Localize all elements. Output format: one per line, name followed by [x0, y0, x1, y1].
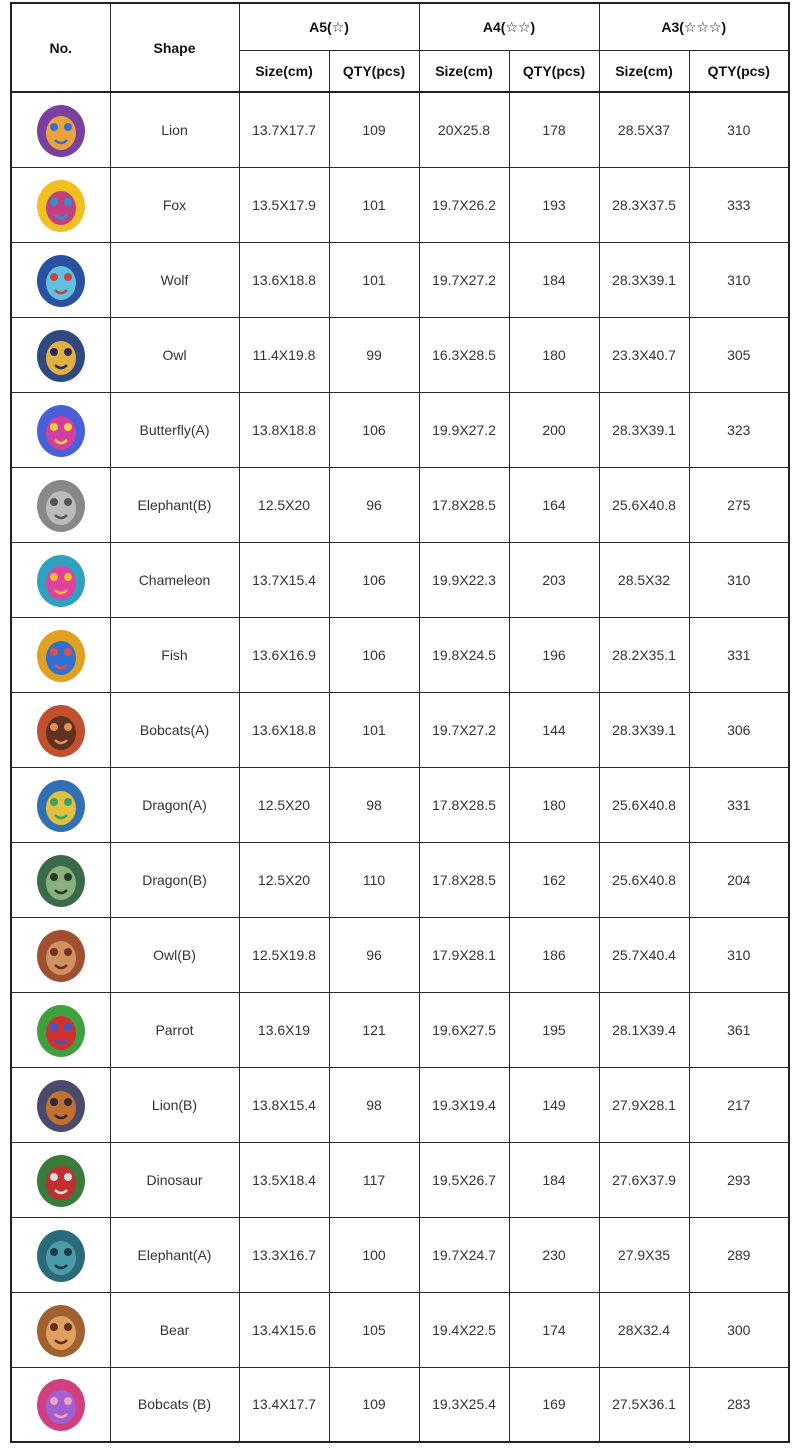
a3-size-cell: 25.7X40.4	[599, 917, 689, 992]
shape-name-cell: Bear	[110, 1292, 239, 1367]
a3-qty-cell: 293	[689, 1142, 789, 1217]
a3-qty-cell: 333	[689, 167, 789, 242]
table-row	[11, 767, 789, 842]
a5-qty-cell: 100	[329, 1217, 419, 1292]
header-a4-size: Size(cm)	[419, 51, 509, 93]
a5-size-cell: 13.6X18.8	[239, 242, 329, 317]
a4-qty-cell: 193	[509, 167, 599, 242]
a3-qty-cell: 275	[689, 467, 789, 542]
table-row	[11, 692, 789, 767]
puzzle-size-table	[10, 2, 790, 1443]
shape-name-cell: Chameleon	[110, 542, 239, 617]
owl-b-icon	[31, 925, 91, 985]
elephant-icon	[31, 475, 91, 535]
a5-size-cell: 11.4X19.8	[239, 317, 329, 392]
header-a5-qty: QTY(pcs)	[329, 51, 419, 93]
row-image-cell	[11, 167, 110, 242]
table-row	[11, 992, 789, 1067]
row-image-cell	[11, 467, 110, 542]
a3-size-cell: 28.1X39.4	[599, 992, 689, 1067]
row-image-cell	[11, 1217, 110, 1292]
header-a4-qty: QTY(pcs)	[509, 51, 599, 93]
table-row	[11, 917, 789, 992]
parrot-icon	[31, 1000, 91, 1060]
shape-name-cell: Dragon(A)	[110, 767, 239, 842]
a4-qty-cell: 196	[509, 617, 599, 692]
row-image-cell	[11, 1067, 110, 1142]
a5-qty-cell: 98	[329, 1067, 419, 1142]
a3-size-cell: 28.2X35.1	[599, 617, 689, 692]
lion-b-icon	[31, 1075, 91, 1135]
a5-qty-cell: 105	[329, 1292, 419, 1367]
a3-qty-cell: 331	[689, 617, 789, 692]
row-image-cell	[11, 1292, 110, 1367]
a4-size-cell: 17.8X28.5	[419, 842, 509, 917]
shape-name-cell: Wolf	[110, 242, 239, 317]
bobcat-icon	[31, 700, 91, 760]
a5-size-cell: 12.5X20	[239, 842, 329, 917]
fish-icon	[31, 625, 91, 685]
a3-qty-cell: 217	[689, 1067, 789, 1142]
row-image-cell	[11, 767, 110, 842]
row-image-cell	[11, 1142, 110, 1217]
a3-size-cell: 27.9X28.1	[599, 1067, 689, 1142]
a3-qty-cell: 306	[689, 692, 789, 767]
a4-size-cell: 19.6X27.5	[419, 992, 509, 1067]
table-row	[11, 617, 789, 692]
row-image-cell	[11, 1367, 110, 1442]
a5-size-cell: 13.5X18.4	[239, 1142, 329, 1217]
dragon-head-icon	[31, 850, 91, 910]
a3-size-cell: 27.5X36.1	[599, 1367, 689, 1442]
table-row	[11, 467, 789, 542]
a3-size-cell: 27.9X35	[599, 1217, 689, 1292]
table-row	[11, 1067, 789, 1142]
table-row	[11, 542, 789, 617]
a5-qty-cell: 106	[329, 542, 419, 617]
a4-qty-cell: 180	[509, 317, 599, 392]
owl-icon	[31, 325, 91, 385]
a3-size-cell: 28.3X39.1	[599, 392, 689, 467]
a4-size-cell: 16.3X28.5	[419, 317, 509, 392]
a3-qty-cell: 310	[689, 242, 789, 317]
a5-qty-cell: 121	[329, 992, 419, 1067]
table-row	[11, 92, 789, 167]
a5-size-cell: 13.4X17.7	[239, 1367, 329, 1442]
row-image-cell	[11, 542, 110, 617]
a5-qty-cell: 106	[329, 617, 419, 692]
a5-qty-cell: 96	[329, 917, 419, 992]
a4-size-cell: 19.3X19.4	[419, 1067, 509, 1142]
a4-size-cell: 19.7X24.7	[419, 1217, 509, 1292]
a4-qty-cell: 164	[509, 467, 599, 542]
a3-size-cell: 23.3X40.7	[599, 317, 689, 392]
a4-size-cell: 19.5X26.7	[419, 1142, 509, 1217]
a5-qty-cell: 117	[329, 1142, 419, 1217]
shape-name-cell: Owl(B)	[110, 917, 239, 992]
a3-size-cell: 27.6X37.9	[599, 1142, 689, 1217]
shape-name-cell: Bobcats(A)	[110, 692, 239, 767]
header-a3: A3(☆☆☆)	[599, 3, 789, 51]
a4-qty-cell: 169	[509, 1367, 599, 1442]
a4-size-cell: 19.7X27.2	[419, 692, 509, 767]
header-a3-qty: QTY(pcs)	[689, 51, 789, 93]
table-row	[11, 167, 789, 242]
a4-qty-cell: 230	[509, 1217, 599, 1292]
a3-qty-cell: 310	[689, 542, 789, 617]
a3-size-cell: 28.3X37.5	[599, 167, 689, 242]
a4-qty-cell: 174	[509, 1292, 599, 1367]
a4-size-cell: 19.8X24.5	[419, 617, 509, 692]
chameleon-icon	[31, 550, 91, 610]
a3-qty-cell: 300	[689, 1292, 789, 1367]
size-table-container	[10, 2, 788, 1443]
a4-qty-cell: 178	[509, 92, 599, 167]
shape-name-cell: Fish	[110, 617, 239, 692]
a5-qty-cell: 106	[329, 392, 419, 467]
a3-qty-cell: 331	[689, 767, 789, 842]
a5-size-cell: 13.7X15.4	[239, 542, 329, 617]
row-image-cell	[11, 317, 110, 392]
shape-name-cell: Elephant(A)	[110, 1217, 239, 1292]
a5-qty-cell: 98	[329, 767, 419, 842]
header-a5-size: Size(cm)	[239, 51, 329, 93]
table-row	[11, 242, 789, 317]
shape-name-cell: Owl	[110, 317, 239, 392]
a4-qty-cell: 195	[509, 992, 599, 1067]
a3-size-cell: 25.6X40.8	[599, 842, 689, 917]
a5-size-cell: 13.5X17.9	[239, 167, 329, 242]
shape-name-cell: Butterfly(A)	[110, 392, 239, 467]
fox-icon	[31, 175, 91, 235]
a5-size-cell: 13.6X16.9	[239, 617, 329, 692]
a4-size-cell: 17.9X28.1	[419, 917, 509, 992]
row-image-cell	[11, 617, 110, 692]
row-image-cell	[11, 992, 110, 1067]
row-image-cell	[11, 842, 110, 917]
a5-qty-cell: 110	[329, 842, 419, 917]
a5-size-cell: 13.8X15.4	[239, 1067, 329, 1142]
a4-qty-cell: 184	[509, 1142, 599, 1217]
a4-qty-cell: 180	[509, 767, 599, 842]
table-row	[11, 1292, 789, 1367]
a5-qty-cell: 96	[329, 467, 419, 542]
a3-qty-cell: 310	[689, 917, 789, 992]
a3-qty-cell: 204	[689, 842, 789, 917]
row-image-cell	[11, 917, 110, 992]
a3-qty-cell: 305	[689, 317, 789, 392]
a5-size-cell: 13.3X16.7	[239, 1217, 329, 1292]
table-row	[11, 1367, 789, 1442]
a5-size-cell: 13.8X18.8	[239, 392, 329, 467]
table-row	[11, 842, 789, 917]
table-row	[11, 317, 789, 392]
a4-qty-cell: 203	[509, 542, 599, 617]
row-image-cell	[11, 692, 110, 767]
a4-size-cell: 19.9X22.3	[419, 542, 509, 617]
a4-qty-cell: 144	[509, 692, 599, 767]
a4-size-cell: 17.8X28.5	[419, 767, 509, 842]
a5-size-cell: 13.4X15.6	[239, 1292, 329, 1367]
shape-name-cell: Elephant(B)	[110, 467, 239, 542]
header-a3-size: Size(cm)	[599, 51, 689, 93]
a4-qty-cell: 162	[509, 842, 599, 917]
a5-size-cell: 12.5X20	[239, 767, 329, 842]
dragon-icon	[31, 775, 91, 835]
row-image-cell	[11, 242, 110, 317]
shape-name-cell: Bobcats (B)	[110, 1367, 239, 1442]
shape-name-cell: Dragon(B)	[110, 842, 239, 917]
elephant-a-icon	[31, 1225, 91, 1285]
a3-qty-cell: 289	[689, 1217, 789, 1292]
a3-size-cell: 28.3X39.1	[599, 692, 689, 767]
a5-qty-cell: 101	[329, 242, 419, 317]
a4-size-cell: 19.7X27.2	[419, 242, 509, 317]
a3-size-cell: 28.3X39.1	[599, 242, 689, 317]
a5-size-cell: 13.6X19	[239, 992, 329, 1067]
bobcat-b-icon	[31, 1374, 91, 1434]
a3-qty-cell: 310	[689, 92, 789, 167]
a3-size-cell: 25.6X40.8	[599, 767, 689, 842]
shape-name-cell: Parrot	[110, 992, 239, 1067]
shape-name-cell: Lion	[110, 92, 239, 167]
table-row	[11, 392, 789, 467]
a3-qty-cell: 361	[689, 992, 789, 1067]
a3-size-cell: 25.6X40.8	[599, 467, 689, 542]
dinosaur-icon	[31, 1150, 91, 1210]
table-row	[11, 1217, 789, 1292]
a5-qty-cell: 99	[329, 317, 419, 392]
wolf-icon	[31, 250, 91, 310]
table-body	[11, 92, 789, 1442]
a5-size-cell: 12.5X20	[239, 467, 329, 542]
a5-qty-cell: 109	[329, 92, 419, 167]
a4-size-cell: 19.7X26.2	[419, 167, 509, 242]
a4-size-cell: 20X25.8	[419, 92, 509, 167]
a4-size-cell: 19.9X27.2	[419, 392, 509, 467]
shape-name-cell: Lion(B)	[110, 1067, 239, 1142]
a3-size-cell: 28X32.4	[599, 1292, 689, 1367]
shape-name-cell: Dinosaur	[110, 1142, 239, 1217]
a5-qty-cell: 101	[329, 692, 419, 767]
a4-qty-cell: 184	[509, 242, 599, 317]
a4-size-cell: 19.3X25.4	[419, 1367, 509, 1442]
a4-size-cell: 19.4X22.5	[419, 1292, 509, 1367]
header-a4: A4(☆☆)	[419, 3, 599, 51]
a3-qty-cell: 323	[689, 392, 789, 467]
butterfly-icon	[31, 400, 91, 460]
a5-size-cell: 13.6X18.8	[239, 692, 329, 767]
a3-size-cell: 28.5X32	[599, 542, 689, 617]
row-image-cell	[11, 92, 110, 167]
header-a5: A5(☆)	[239, 3, 419, 51]
table-row	[11, 1142, 789, 1217]
a4-size-cell: 17.8X28.5	[419, 467, 509, 542]
row-image-cell	[11, 392, 110, 467]
a3-size-cell: 28.5X37	[599, 92, 689, 167]
shape-name-cell: Fox	[110, 167, 239, 242]
a3-qty-cell: 283	[689, 1367, 789, 1442]
header-shape: Shape	[110, 3, 239, 92]
a4-qty-cell: 149	[509, 1067, 599, 1142]
lion-icon	[31, 100, 91, 160]
a5-qty-cell: 101	[329, 167, 419, 242]
a5-size-cell: 13.7X17.7	[239, 92, 329, 167]
bear-icon	[31, 1300, 91, 1360]
a4-qty-cell: 186	[509, 917, 599, 992]
a4-qty-cell: 200	[509, 392, 599, 467]
a5-size-cell: 12.5X19.8	[239, 917, 329, 992]
a5-qty-cell: 109	[329, 1367, 419, 1442]
header-no: No.	[11, 3, 110, 92]
